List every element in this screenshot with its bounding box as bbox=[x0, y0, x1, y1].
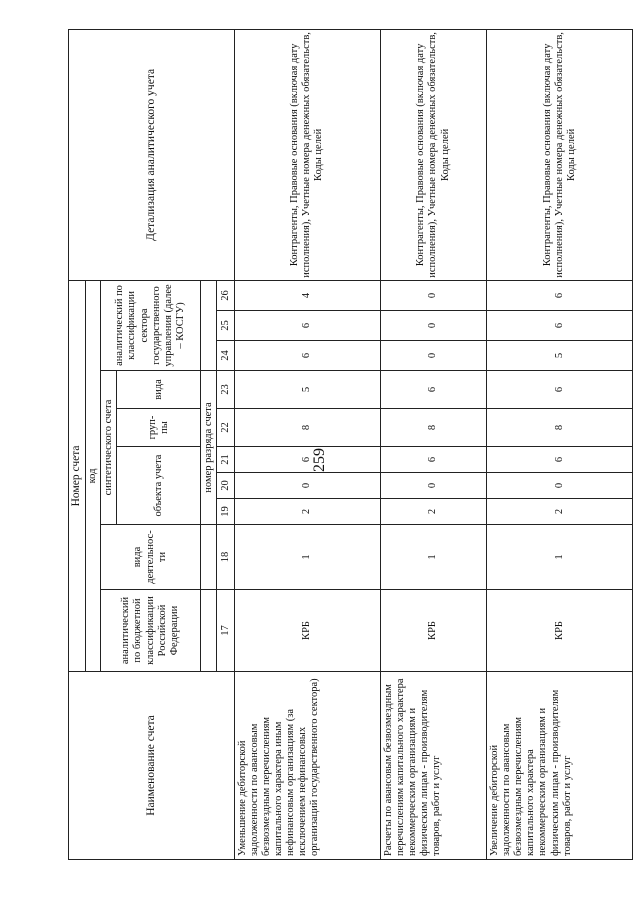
col-number-17: 17 bbox=[217, 590, 235, 672]
row-kbk: КРБ bbox=[380, 590, 486, 672]
account-table-rotated bbox=[68, 30, 633, 860]
row-activity: 1 bbox=[380, 525, 486, 590]
row-digit-21: 6 bbox=[487, 447, 633, 473]
row-digit-24: 5 bbox=[487, 341, 633, 371]
row-detail: Контрагенты, Правовые основания (включая дату исполнения), Учетные номера денежных обязательств, Коды целей bbox=[487, 29, 633, 280]
row-digit-23: 5 bbox=[235, 371, 381, 409]
row-digit-22: 8 bbox=[487, 409, 633, 447]
account-table-wrapper bbox=[68, 30, 633, 860]
header-blank-bk bbox=[201, 590, 217, 672]
header-analytical-bk: аналитический по бюджетной классификации Российской Федерации bbox=[101, 590, 201, 672]
row-digit-20: 0 bbox=[380, 473, 486, 499]
row-digit-24: 0 bbox=[380, 341, 486, 371]
row-digit-19: 2 bbox=[380, 499, 486, 525]
col-number-23: 23 bbox=[217, 371, 235, 409]
header-code: код bbox=[86, 280, 101, 671]
header-account-object: объекта учета bbox=[117, 447, 201, 525]
row-digit-24: 6 bbox=[235, 341, 381, 371]
row-digit-25: 0 bbox=[380, 311, 486, 341]
row-account-name: Расчеты по авансовым безвозмездным перечислениям капитального характера некоммерческим организациям и физическим лицам - производителям товаров, работ и услуг bbox=[380, 672, 486, 860]
account-table bbox=[68, 29, 633, 860]
row-detail: Контрагенты, Правовые основания (включая дату исполнения), Учетные номера денежных обязательств, Коды целей bbox=[235, 29, 381, 280]
row-digit-26: 6 bbox=[487, 280, 633, 310]
header-blank-kosgu bbox=[201, 280, 217, 370]
header-analytical-kosgu: аналитический по классификации сектора государственного управления (далее – КОСГУ) bbox=[101, 280, 201, 370]
table-row bbox=[380, 29, 486, 859]
row-account-name: Уменьшение дебиторской задолженности по авансовым безвозмездным перечислениям капитального характера иным нефинансовым организациям (за исключением нефинансовых организаций государственного сектора) bbox=[235, 672, 381, 860]
col-number-19: 19 bbox=[217, 499, 235, 525]
header-synthetic: синтетического счета bbox=[101, 371, 117, 525]
row-digit-23: 6 bbox=[487, 371, 633, 409]
row-activity: 1 bbox=[235, 525, 381, 590]
row-digit-19: 2 bbox=[235, 499, 381, 525]
row-kbk: КРБ bbox=[235, 590, 381, 672]
row-kbk: КРБ bbox=[487, 590, 633, 672]
col-number-21: 21 bbox=[217, 447, 235, 473]
page-number-text: 259 bbox=[311, 448, 328, 472]
row-digit-22: 8 bbox=[235, 409, 381, 447]
row-digit-19: 2 bbox=[487, 499, 633, 525]
row-digit-25: 6 bbox=[235, 311, 381, 341]
col-number-25: 25 bbox=[217, 311, 235, 341]
header-activity-type: вида деятельнос-ти bbox=[101, 525, 201, 590]
row-digit-23: 6 bbox=[380, 371, 486, 409]
row-digit-21: 6 bbox=[380, 447, 486, 473]
header-detail: Детализация аналитического учета bbox=[69, 29, 235, 280]
row-digit-26: 4 bbox=[235, 280, 381, 310]
header-group: груп-пы bbox=[117, 409, 201, 447]
row-account-name: Увеличение дебиторской задолженности по авансовым безвозмездным перечислениям капитального характера некоммерческим организациям и физическим лицам - производителям товаров, работ и услуг bbox=[487, 672, 633, 860]
row-digit-20: 0 bbox=[235, 473, 381, 499]
col-number-20: 20 bbox=[217, 473, 235, 499]
col-number-18: 18 bbox=[217, 525, 235, 590]
col-number-26: 26 bbox=[217, 280, 235, 310]
row-digit-26: 0 bbox=[380, 280, 486, 310]
row-digit-20: 0 bbox=[487, 473, 633, 499]
row-digit-25: 6 bbox=[487, 311, 633, 341]
col-number-24: 24 bbox=[217, 341, 235, 371]
table-row bbox=[487, 29, 633, 859]
col-number-22: 22 bbox=[217, 409, 235, 447]
header-digit-row: номер разряда счета bbox=[201, 371, 217, 525]
row-digit-21: 6 bbox=[235, 447, 381, 473]
row-digit-22: 8 bbox=[380, 409, 486, 447]
table-row bbox=[235, 29, 381, 859]
header-blank-activity bbox=[201, 525, 217, 590]
row-activity: 1 bbox=[487, 525, 633, 590]
row-detail: Контрагенты, Правовые основания (включая дату исполнения), Учетные номера денежных обязательств, Коды целей bbox=[380, 29, 486, 280]
header-kind: вида bbox=[117, 371, 201, 409]
header-account-name: Наименование счета bbox=[69, 672, 235, 860]
header-account-number: Номер счета bbox=[69, 280, 86, 671]
